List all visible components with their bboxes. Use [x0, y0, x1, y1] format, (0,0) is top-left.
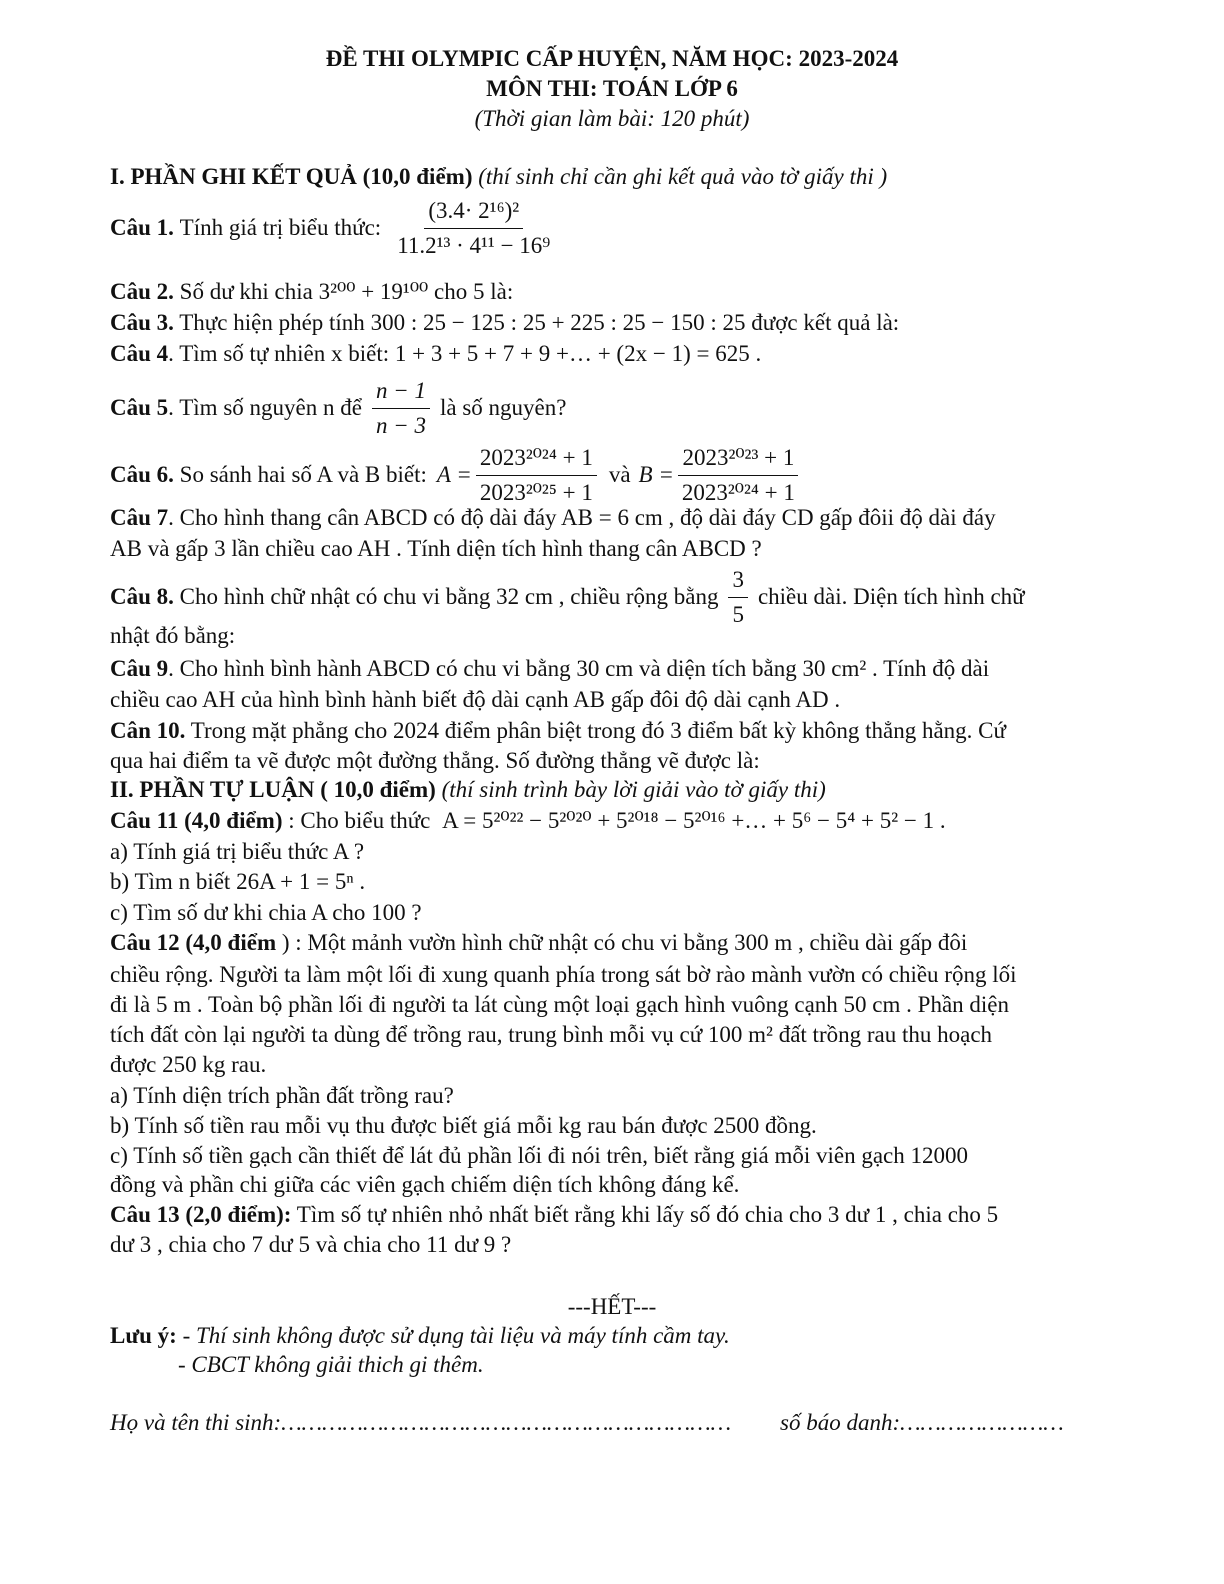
q8-line-2: nhật đó bằng:: [110, 623, 236, 648]
q3-label: Câu 3.: [110, 310, 174, 335]
q8-text-a: Cho hình chữ nhật có chu vi bằng 32 cm , chiều rộng bằng: [179, 584, 719, 610]
q1-numerator: (3.4· 2¹⁶)²: [424, 196, 523, 229]
part1-heading: I. PHẦN GHI KẾT QUẢ (10,0 điểm): [110, 164, 473, 189]
q11-expression: A = 5²⁰²² − 5²⁰²⁰ + 5²⁰¹⁸ − 5²⁰¹⁶ +… + 5⁶ − 5⁴ + 5² − 1 .: [442, 808, 946, 833]
question-1: [110, 196, 558, 261]
note-text-1: - Thí sinh không được sử dụng tài liệu và máy tính cầm tay.: [176, 1323, 730, 1348]
q12-part-c-1: c) Tính số tiền gạch cần thiết để lát đủ phần lối đi nói trên, biết rằng giá mỗi viên gạch 12000: [110, 1143, 969, 1168]
q6-and: và: [608, 462, 631, 488]
q8-denominator: 5: [732, 601, 744, 627]
q12-part-a: a) Tính diện trích phần đất trồng rau?: [110, 1083, 454, 1108]
q6-b-numerator: 2023²⁰²³ + 1: [678, 443, 798, 476]
question-4: [110, 339, 761, 369]
q2-label: Câu 2.: [110, 279, 174, 304]
q9-line-1: . Cho hình bình hành ABCD có chu vi bằng 30 cm và diện tích bằng 30 cm² . Tính độ dài: [168, 656, 990, 681]
question-13: [110, 1200, 998, 1230]
q11-label: Câu 11 (4,0 điểm): [110, 808, 283, 833]
q13-label: Câu 13 (2,0 điểm):: [110, 1202, 292, 1227]
q8-label: Câu 8.: [110, 584, 174, 610]
q5-text-a: . Tìm số nguyên n để: [168, 395, 362, 421]
q5-fraction: [372, 376, 430, 441]
q1-fraction: [393, 196, 554, 261]
q9-label: Câu 9: [110, 656, 169, 681]
q5-numerator: n − 1: [372, 376, 430, 409]
q1-label: Câu 1.: [110, 215, 174, 241]
question-6: [110, 443, 803, 508]
q1-text: Tính giá trị biểu thức:: [179, 215, 382, 241]
question-7: [110, 503, 996, 533]
q10-label: Cân 10.: [110, 718, 186, 743]
q8-numerator: 3: [728, 565, 748, 598]
q4-expression: 1 + 3 + 5 + 7 + 9 +… + (2x − 1) = 625 .: [394, 341, 762, 366]
part1-note: (thí sinh chỉ cần ghi kết quả vào tờ giấy thi ): [478, 164, 888, 189]
candidate-id-field: số báo danh:……………………: [780, 1410, 1064, 1435]
question-10: [110, 716, 1006, 746]
q6-label: Câu 6.: [110, 462, 174, 488]
q9-line-2: chiều cao AH của hình bình hành biết độ dài cạnh AB gấp đôi độ dài cạnh AD .: [110, 687, 841, 712]
q12-line-1: ) : Một mảnh vườn hình chữ nhật có chu vi bằng 300 m , chiều dài gấp đôi: [276, 930, 968, 955]
part1-heading-line: [110, 162, 887, 192]
q3-text-a: Thực hiện phép tính: [179, 310, 365, 335]
q6-text: So sánh hai số A và B biết:: [179, 462, 427, 488]
q6-a-numerator: 2023²⁰²⁴ + 1: [476, 443, 597, 476]
q6-b-name: B =: [638, 462, 674, 488]
q11-part-a: a) Tính giá trị biểu thức A ?: [110, 839, 365, 864]
note-label: Lưu ý:: [110, 1323, 177, 1348]
question-8: [110, 565, 1025, 630]
q1-denominator: 11.2¹³ · 4¹¹ − 16⁹: [397, 232, 551, 258]
q6-b-fraction: [678, 443, 799, 508]
q5-denominator: n − 3: [375, 412, 426, 438]
q12-line-3: đi là 5 m . Toàn bộ phần lối đi người ta lát cùng một loại gạch hình vuông cạnh 50 cm . Phần diện: [110, 992, 1009, 1017]
q4-text: . Tìm số tự nhiên x biết:: [168, 341, 390, 366]
q11-text: : Cho biểu thức: [288, 808, 431, 833]
end-marker: ---HẾT---: [567, 1294, 657, 1319]
exam-subject: MÔN THI: TOÁN LỚP 6: [486, 76, 738, 101]
q7-line-2: AB và gấp 3 lần chiều cao AH . Tính diện tích hình thang cân ABCD ?: [110, 536, 762, 561]
q6-a-denominator: 2023²⁰²⁵ + 1: [479, 479, 593, 505]
q6-a-fraction: [476, 443, 597, 508]
q13-line-2: dư 3 , chia cho 7 dư 5 và chia cho 11 dư 9 ?: [110, 1232, 512, 1257]
exam-time: (Thời gian làm bài: 120 phút): [474, 106, 750, 131]
q2-text-a: Số dư khi chia: [179, 279, 313, 304]
q11-part-b: [110, 867, 365, 897]
q11-part-c: c) Tìm số dư khi chia A cho 100 ?: [110, 900, 422, 925]
q11-b-expression: 26A + 1 = 5ⁿ .: [236, 869, 366, 894]
q3-expression: 300 : 25 − 125 : 25 + 225 : 25 − 150 : 25: [370, 310, 746, 335]
candidate-name-field: Họ và tên thi sinh:…………………………………………………………: [110, 1410, 732, 1435]
q12-line-5: được 250 kg rau.: [110, 1052, 267, 1077]
q6-a-name: A =: [436, 462, 472, 488]
q5-label: Câu 5: [110, 395, 169, 421]
q4-label: Câu 4: [110, 341, 169, 366]
question-3: [110, 308, 899, 338]
q8-text-b: chiều dài. Diện tích hình chữ: [757, 584, 1025, 610]
q10-line-2: qua hai điểm ta vẽ được một đường thẳng. Số đường thẳng vẽ được là:: [110, 748, 760, 773]
q3-text-b: được kết quả là:: [751, 310, 900, 335]
q8-fraction: [728, 565, 748, 630]
q11-b-text: b) Tìm n biết: [110, 869, 231, 894]
q5-text-b: là số nguyên?: [439, 395, 567, 421]
q12-line-4: tích đất còn lại người ta dùng để trồng rau, trung bình mỗi vụ cứ 100 m² đất trồng rau thu hoạch: [110, 1022, 993, 1047]
q10-line-1: Trong mặt phẳng cho 2024 điểm phân biệt trong đó 3 điểm bất kỳ không thẳng hằng. Cứ: [190, 718, 1006, 743]
q2-expression: 3²⁰⁰ + 19¹⁰⁰: [318, 279, 429, 304]
q13-line-1: Tìm số tự nhiên nhỏ nhất biết rằng khi lấy số đó chia cho 3 dư 1 , chia cho 5: [291, 1202, 999, 1227]
part2-heading: II. PHẦN TỰ LUẬN ( 10,0 điểm): [110, 777, 436, 802]
q6-b-denominator: 2023²⁰²⁴ + 1: [681, 479, 795, 505]
question-2: [110, 277, 513, 307]
question-9: [110, 654, 989, 684]
part2-note: (thí sinh trình bày lời giải vào tờ giấy thi): [441, 777, 826, 802]
note-line-2: - CBCT không giải thich gi thêm.: [178, 1352, 484, 1377]
q12-part-c-2: đồng và phần chi giữa các viên gạch chiếm diện tích không đáng kể.: [110, 1172, 740, 1197]
question-11: [110, 806, 946, 836]
question-5: [110, 376, 566, 441]
part2-heading-line: [110, 775, 826, 805]
q2-text-b: cho 5 là:: [434, 279, 514, 304]
q7-label: Câu 7: [110, 505, 169, 530]
q12-part-b: b) Tính số tiền rau mỗi vụ thu được biết giá mỗi kg rau bán được 2500 đồng.: [110, 1113, 817, 1138]
exam-title: ĐỀ THI OLYMPIC CẤP HUYỆN, NĂM HỌC: 2023-2024: [325, 46, 899, 71]
q7-line-1: . Cho hình thang cân ABCD có độ dài đáy AB = 6 cm , độ dài đáy CD gấp đôii độ dài đáy: [168, 505, 996, 530]
question-12: [110, 928, 967, 958]
q12-label: Câu 12 (4,0 điểm: [110, 930, 277, 955]
q12-line-2: chiều rộng. Người ta làm một lối đi xung quanh phía trong sát bờ rào mành vườn có chiều rộng lối: [110, 962, 1017, 987]
note-line-1: [110, 1321, 730, 1351]
